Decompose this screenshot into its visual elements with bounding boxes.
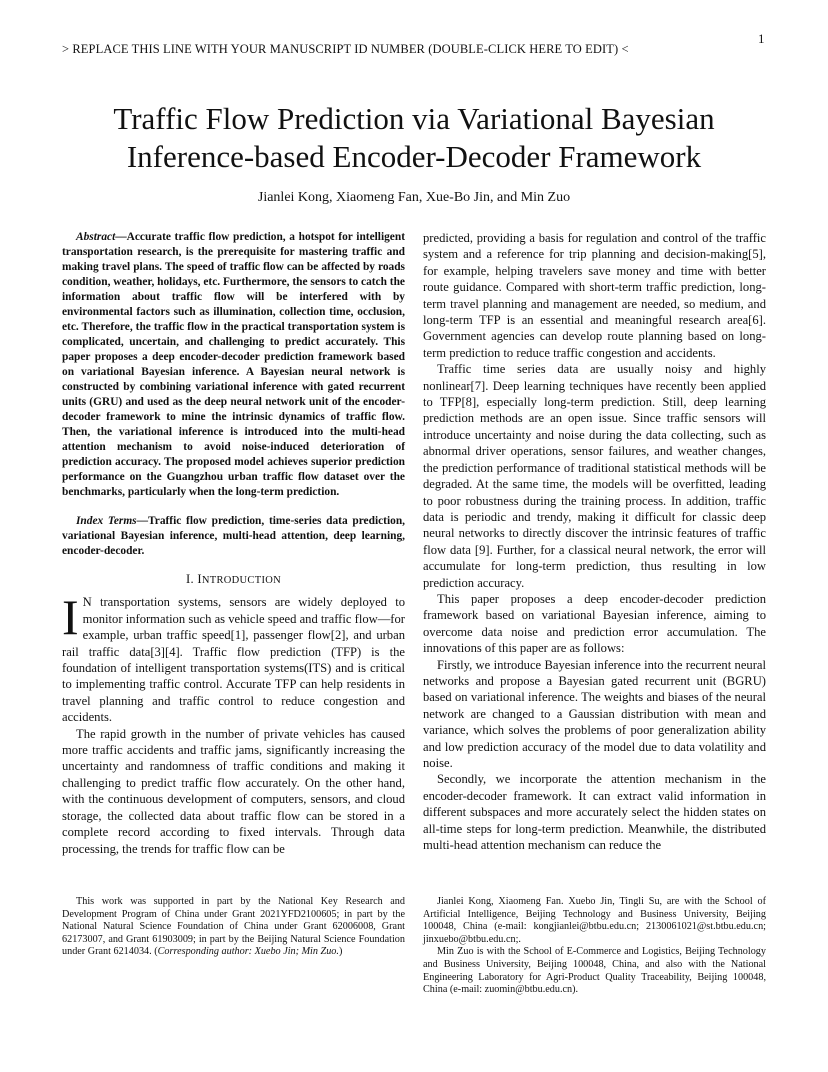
affiliation-footnote-1: Jianlei Kong, Xiaomeng Fan. Xuebo Jin, Tingli Su, are with the School of Artificial Intelligence, Beijing Technology and Business University, Beijing 100048, China (e-mail: kongjianlei@btbu.edu.cn; 2130061021@st.btbu.edu.cn; jinxuebo@btbu.edu.cn;. bbox=[423, 896, 766, 945]
paper-title bbox=[40, 100, 788, 176]
abstract-label: Abstract bbox=[76, 231, 116, 243]
body-paragraph-2: Traffic time series data are usually noisy and highly nonlinear[7]. Deep learning techniques have recently been applied to TFP[8], especially long-term prediction. Still, deep learning prediction methods are an open issue. Since traffic sensors will introduce uncertainty and noise during the data collecting, such as abnormal driver operations, sensor failures, and weather changes, the prediction performance of traditional statistical methods will be degraded. At the same time, the models will be overfitted, leading to poor robustness during the training process. In addition, traffic data is periodic and trendy, making it difficult for classic deep neural networks to directly discover the intrinsic features of traffic flow data [9]. Further, for a classical neural network, the error will accumulate for long-term prediction, thus resulting in low prediction accuracy. bbox=[423, 362, 766, 590]
body-paragraph-continued: predicted, providing a basis for regulation and control of the traffic system and a reference for trip planning and decision-making[5], for example, helping travelers save money and time with better route guidance. Compared with short-term traffic prediction, long-term travel planning and management are needed, so medium, and long-term TFP is an essential and meaningful research area[6]. Government agencies can develop route planning based on long-term prediction to reduce traffic congestion and accidents. bbox=[423, 231, 766, 360]
body-paragraph-5: Secondly, we incorporate the attention mechanism in the encoder-decoder framework. It can extract valid information in different subspaces and more accurately select the hidden states on all-time steps for long-term prediction. Meanwhile, the distributed multi-head attention mechanism can reduce the bbox=[423, 772, 766, 853]
title-line-2: Inference-based Encoder-Decoder Framework bbox=[126, 139, 702, 174]
intro-paragraph-2: The rapid growth in the number of private vehicles has caused more traffic accidents and traffic jams, significantly increasing the uncertainty and randomness of traffic conditions and making it challenging to predict traffic flow accurately. On the other hand, with the continuous development of computers, sensors, and cloud storage, the collected data about traffic flow can be stored in a complete record according to fixed intervals. Through data processing, the trends for traffic flow can be bbox=[62, 726, 405, 856]
funding-footnote-text bbox=[62, 896, 405, 959]
funding-footnote bbox=[62, 896, 405, 959]
manuscript-id-header: > REPLACE THIS LINE WITH YOUR MANUSCRIPT ID NUMBER (DOUBLE-CLICK HERE TO EDIT) < bbox=[62, 42, 629, 56]
funding-text: This work was supported in part by the National Key Research and Development Program of China under Grant 2021YFD2100605; in part by the National Natural Science Foundation of China under Grant 62006008, Grant 62173007, and Grant 61903009; in part by the Beijing Natural Science Foundation under Grant 6214034. ( bbox=[62, 896, 405, 958]
intro-paragraph-1 bbox=[62, 589, 405, 725]
section-title-rest: NTRODUCTION bbox=[201, 575, 282, 586]
affiliation-footnote-2: Min Zuo is with the School of E-Commerce and Logistics, Beijing Technology and Business University, Beijing 100048, China, and also with the National Engineering Laboratory for Agri-Product Quality Traceability, Beijing 100048, China (e-mail: zuomin@btbu.edu.cn). bbox=[423, 946, 766, 996]
corresponding-author: Corresponding author: Xuebo Jin; Min Zuo. bbox=[157, 946, 339, 958]
affiliation-footnote bbox=[423, 896, 766, 997]
page-number: 1 bbox=[758, 31, 765, 46]
right-column bbox=[423, 230, 766, 853]
drop-cap-letter: I bbox=[62, 589, 79, 646]
body-paragraph-4: Firstly, we introduce Bayesian inference into the recurrent neural networks and propose a Bayesian gated recurrent unit (BGRU) based on variational inference. The weights and biases of the neural network are changed to a Gaussian distribution with mean and variance, which solves the problems of poor generalization ability and low prediction accuracy of the model due to data volatility and noise. bbox=[423, 657, 766, 770]
body-paragraph-3: This paper proposes a deep encoder-decoder prediction framework based on variational Bayesian inference, aiming to overcome data noise and prediction error accumulation. The innovations of this paper are as follows: bbox=[423, 591, 766, 656]
index-terms bbox=[62, 514, 405, 559]
index-terms-text: —Traffic flow prediction, time-series data prediction, variational Bayesian inference, multi-head attention, deep learning, encoder-decoder. bbox=[62, 515, 406, 557]
author-list: Jianlei Kong, Xiaomeng Fan, Xue-Bo Jin, and Min Zuo bbox=[257, 190, 571, 205]
index-terms-label: Index Terms bbox=[76, 515, 137, 527]
abstract-text: —Accurate traffic flow prediction, a hotspot for intelligent transportation research, is the prerequisite for mastering traffic and making travel plans. The speed of traffic flow can be affected by roads condition, weather, holidays, etc. Furthermore, the sensors to catch the information about traffic flow will be interfered with by environmental factors such as illumination, collection time, occlusion, etc. Therefore, the traffic flow in the practical transportation system is complicated, uncertain, and challenging to predict accurately. This paper proposes a deep encoder-decoder prediction framework based on variational Bayesian inference. A Bayesian neural network is constructed by combining variational inference with gated recurrent units (GRU) and used as the deep neural network unit of the encoder-decoder framework to mine the intrinsic dynamics of traffic flow. Then, the variational inference is introduced into the multi-head attention mechanism to avoid noise-induced deterioration of prediction accuracy. The proposed model achieves superior prediction performance on the Guangzhou urban traffic flow dataset over the benchmarks, particularly when the long-term prediction. bbox=[62, 231, 405, 498]
abstract bbox=[62, 230, 405, 500]
intro-paragraph-1-text: N transportation systems, sensors are widely deployed to monitor information such as vehicle speed and traffic flow—for example, urban traffic speed[1], passenger flow[2], and urban rail traffic data[3][4]. Traffic flow prediction (TFP) is the foundation of intelligent transportation systems(ITS) and is critical to implementing traffic control. Accurate TFP can help residents in travel planning and traffic control to reduce congestion and accidents. bbox=[62, 595, 405, 725]
title-line-1: Traffic Flow Prediction via Variational Bayesian bbox=[113, 101, 715, 136]
funding-close-paren: ) bbox=[338, 946, 343, 958]
left-column bbox=[62, 230, 405, 857]
section-heading-introduction bbox=[62, 571, 405, 589]
section-numeral: I. I bbox=[185, 572, 202, 586]
